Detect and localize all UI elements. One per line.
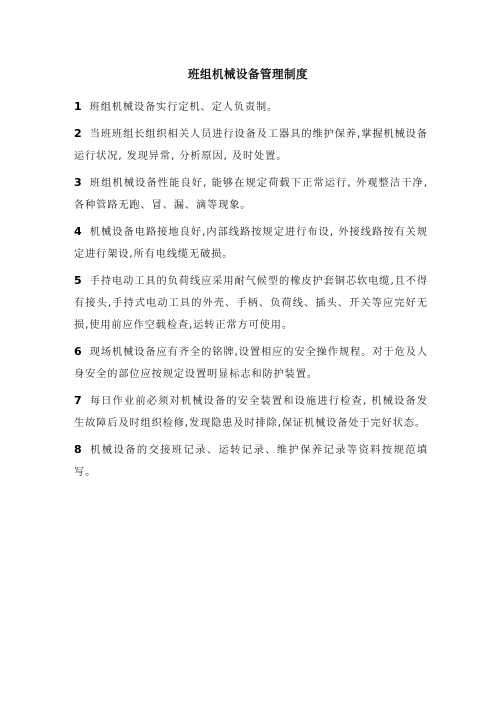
rule-item-1: [74, 96, 428, 119]
rule-text: 现场机械设备应有齐全的铭牌,设置相应的安全操作规程。对于危及人身安全的部位应按规定设置明显标志和防护装置。: [74, 347, 428, 380]
rule-number: 2: [74, 127, 82, 140]
rule-text: 手持电动工具的负荷线应采用耐气候型的橡皮护套铜芯软电缆,且不得有接头,手持式电动工具的外壳、手柄、负荷线、插头、开关等应完好无损,使用前应作空载检查,运转正常方可使用。: [74, 276, 428, 331]
rule-number: 1: [74, 100, 82, 113]
rule-item-7: [74, 390, 428, 435]
rule-item-2: [74, 123, 428, 168]
rule-number: 6: [74, 345, 82, 358]
rule-item-5: [74, 270, 428, 337]
rule-number: 8: [74, 443, 82, 456]
rule-text: 当班班组长组织相关人员进行设备及工器具的维护保养,掌握机械设备运行状况, 发现异常, 分析原因, 及时处置。: [74, 129, 428, 162]
rule-list: [74, 96, 428, 488]
rule-item-3: [74, 172, 428, 217]
rule-text: 机械设备电路接地良好,内部线路按规定进行布设, 外接线路按有关规定进行架设,所有电线缆无破损。: [74, 227, 428, 260]
rule-item-4: [74, 221, 428, 266]
rule-number: 3: [74, 176, 82, 189]
rule-text: 机械设备的交接班记录、运转记录、维护保养记录等资料按规范填写。: [74, 445, 428, 478]
rule-text: 班组机械设备性能良好, 能够在规定荷载下正常运行, 外观整洁干净, 各种管路无跑、冒、漏、滴等现象。: [74, 178, 428, 211]
document-title: 班组机械设备管理制度: [188, 67, 308, 81]
rule-item-8: [74, 439, 428, 484]
rule-item-6: [74, 341, 428, 386]
rule-number: 5: [74, 274, 82, 287]
rule-text: 班组机械设备实行定机、定人负责制。: [89, 102, 279, 113]
rule-text: 每日作业前必须对机械设备的安全装置和设施进行检查, 机械设备发生故障后及时组织检修,发现隐患及时排除,保证机械设备处于完好状态。: [74, 396, 428, 429]
rule-number: 7: [74, 394, 82, 407]
rule-number: 4: [74, 225, 82, 238]
